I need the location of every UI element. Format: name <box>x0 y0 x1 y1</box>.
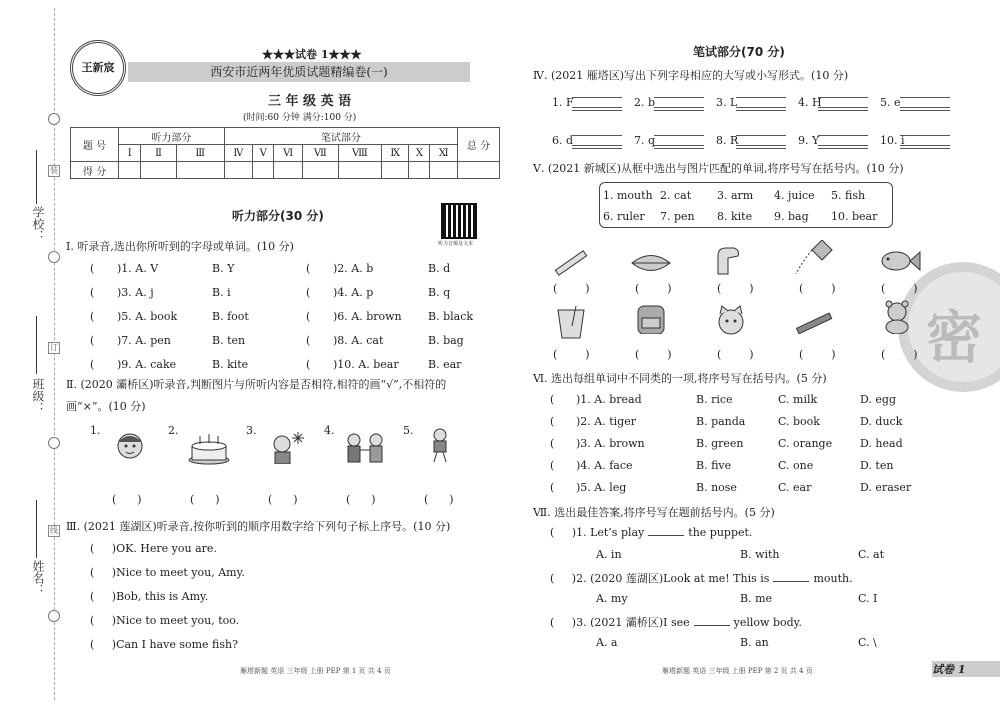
q4-letter: 1. F <box>552 96 574 109</box>
q5-title: Ⅴ. (2021 新城区)从框中选出与图片匹配的单词,将序号写在括号内。(10 分) <box>533 162 904 175</box>
q4-answer-line-top[interactable] <box>736 92 786 98</box>
q7-option-b: B. with <box>740 548 780 561</box>
q6-option: C. milk <box>778 393 818 406</box>
q4-answer-line-top[interactable] <box>818 130 868 136</box>
table-num: Ⅲ <box>176 145 224 162</box>
word-option: 2. cat <box>660 189 692 202</box>
q4-answer-line-bottom[interactable] <box>654 148 704 149</box>
table-header-written: 笔试部分 <box>224 128 457 145</box>
score-cell[interactable] <box>119 162 141 179</box>
q7-question-text: )3. (2021 灞桥区)I see <box>571 616 690 629</box>
q1-option-a: )8. A. cat <box>333 334 384 347</box>
q6-option: )5. A. leg <box>576 481 627 494</box>
subject-title: 三 年 级 英 语 <box>268 94 352 109</box>
boy-face-picture <box>108 430 154 464</box>
score-table <box>70 127 500 179</box>
class-line <box>36 316 37 374</box>
binding-mark: 装 <box>50 166 58 175</box>
q6-option: C. ear <box>778 481 812 494</box>
q4-answer-line-top[interactable] <box>572 92 622 98</box>
binding-hole <box>48 251 60 263</box>
table-header-question: 题 号 <box>71 128 119 162</box>
binding-hole <box>48 610 60 622</box>
q7-option-a: A. in <box>596 548 622 561</box>
q4-answer-line-bottom[interactable] <box>654 110 704 111</box>
q3-item: ( )Can I have some fish? <box>90 638 239 651</box>
q4-answer-line-top[interactable] <box>572 130 622 136</box>
publisher-logo <box>70 40 126 96</box>
q2-answer-paren[interactable]: ( ) <box>346 493 376 506</box>
q2-answer-paren[interactable]: ( ) <box>190 493 220 506</box>
q1-option-a: )10. A. bear <box>333 358 399 371</box>
q4-answer-line[interactable] <box>654 102 704 108</box>
corner-label: 试卷 1 <box>932 663 966 676</box>
q4-letter: 2. b <box>634 96 656 109</box>
table-num: Ⅸ <box>381 145 408 162</box>
q4-answer-line-bottom[interactable] <box>572 110 622 111</box>
q4-letter: 6. d <box>552 134 574 147</box>
q7-blank[interactable] <box>648 527 684 536</box>
q6-paren[interactable]: ( <box>550 459 572 472</box>
q1-option-b: B. black <box>428 310 474 323</box>
q4-answer-line-top[interactable] <box>900 130 950 136</box>
name-label: 姓名： <box>31 560 45 596</box>
mouth-picture <box>628 246 674 280</box>
q1-option-a: )5. A. book <box>117 310 178 323</box>
q6-option: B. green <box>696 437 744 450</box>
q1-option-a: )2. A. b <box>333 262 374 275</box>
juice-picture <box>548 306 594 340</box>
q4-answer-line-top[interactable] <box>736 130 786 136</box>
q5-answer-paren[interactable]: ( ) <box>717 348 754 361</box>
kite-picture <box>792 240 838 274</box>
q1-option-a: )7. A. pen <box>117 334 171 347</box>
q1-option-b: B. bag <box>428 334 464 347</box>
table-header-listening: 听力部分 <box>119 128 225 145</box>
score-cell[interactable] <box>141 162 176 179</box>
q3-item: ( )Nice to meet you, too. <box>90 614 240 627</box>
q1-option-a: )1. A. V <box>117 262 159 275</box>
q2-num: 3. <box>246 424 257 437</box>
binding-mark: 线 <box>50 526 58 535</box>
binding-line <box>54 8 55 700</box>
q1-paren[interactable]: ( <box>306 262 332 275</box>
q6-option: B. five <box>696 459 732 472</box>
score-cell[interactable] <box>338 162 381 179</box>
q6-option: C. book <box>778 415 820 428</box>
q7-option-b: B. an <box>740 636 769 649</box>
q1-paren[interactable]: ( <box>90 310 116 323</box>
q2-num: 1. <box>90 424 101 437</box>
q1-paren[interactable]: ( <box>306 286 332 299</box>
q3-item: ( )OK. Here you are. <box>90 542 217 555</box>
listening-section-title: 听力部分(30 分) <box>232 209 324 223</box>
q4-answer-line[interactable] <box>736 102 786 108</box>
table-num: Ⅺ <box>430 145 458 162</box>
q4-answer-line-bottom[interactable] <box>736 148 786 149</box>
q4-answer-line[interactable] <box>818 140 868 146</box>
score-cell[interactable] <box>458 162 500 179</box>
score-cell[interactable] <box>409 162 430 179</box>
q6-option: )2. A. tiger <box>576 415 636 428</box>
q3-sentence: OK. Here you are. <box>116 542 217 555</box>
q3-title: Ⅲ. (2021 莲湖区)听录音,按你听到的顺序用数字给下列句子标上序号。(10 分) <box>66 520 451 533</box>
page-footer-right: 雁塔新题 英语 三年级 上册 PEP 第 2 页 共 4 页 <box>662 667 813 675</box>
q3-item: ( )Bob, this is Amy. <box>90 590 209 603</box>
cat-picture <box>708 304 754 338</box>
q4-answer-line[interactable] <box>572 102 622 108</box>
q4-answer-line[interactable] <box>572 140 622 146</box>
q1-paren[interactable]: ( <box>90 286 116 299</box>
q6-paren[interactable]: ( <box>550 437 572 450</box>
score-cell[interactable] <box>224 162 252 179</box>
q1-option-a: )9. A. cake <box>117 358 177 371</box>
q5-answer-paren[interactable]: ( ) <box>799 282 836 295</box>
q1-paren[interactable]: ( <box>306 310 332 323</box>
q6-option: D. head <box>860 437 903 450</box>
q7-blank[interactable] <box>773 573 809 582</box>
page-footer-left: 雁塔新题 英语 三年级 上册 PEP 第 1 页 共 4 页 <box>240 667 391 675</box>
q1-paren[interactable]: ( <box>90 262 116 275</box>
q2-title-line1: Ⅱ. (2020 灞桥区)听录音,判断图片与所听内容是否相符,相符的画“√”,不相符的 <box>66 378 447 391</box>
score-cell[interactable] <box>253 162 274 179</box>
ruler-picture <box>548 246 594 280</box>
q4-answer-line-bottom[interactable] <box>900 110 950 111</box>
q6-paren[interactable]: ( <box>550 481 572 494</box>
q3-sentence: Bob, this is Amy. <box>116 590 209 603</box>
q5-answer-paren[interactable]: ( ) <box>881 282 918 295</box>
score-cell[interactable] <box>381 162 408 179</box>
q4-letter: 3. L <box>716 96 738 109</box>
q4-answer-line[interactable] <box>654 140 704 146</box>
q7-question: ( )1. Let’s play the puppet. <box>550 526 753 539</box>
child-fireworks-picture <box>264 430 310 464</box>
q4-answer-line-top[interactable] <box>900 92 950 98</box>
arm-picture <box>708 244 754 278</box>
logo-text: 王新宸 <box>81 61 115 74</box>
q6-option: D. duck <box>860 415 903 428</box>
word-option: 7. pen <box>660 210 695 223</box>
q6-paren[interactable]: ( <box>550 393 572 406</box>
score-cell[interactable] <box>274 162 303 179</box>
q4-answer-line-top[interactable] <box>654 130 704 136</box>
q1-paren[interactable]: ( <box>306 358 332 371</box>
q1-option-b: B. foot <box>212 310 249 323</box>
q1-option-b: B. q <box>428 286 451 299</box>
table-num: Ⅰ <box>119 145 141 162</box>
q1-option-b: B. kite <box>212 358 249 371</box>
word-option: 4. juice <box>774 189 815 202</box>
bear-picture <box>874 300 920 334</box>
q1-option-b: B. d <box>428 262 451 275</box>
q7-blank[interactable] <box>694 617 730 626</box>
q3-sentence: Nice to meet you, Amy. <box>116 566 245 579</box>
q1-title: Ⅰ. 听录音,选出你所听到的字母或单词。(10 分) <box>66 240 294 253</box>
binding-mark: 订 <box>50 343 58 352</box>
score-cell[interactable] <box>302 162 338 179</box>
q4-answer-line[interactable] <box>900 102 950 108</box>
q4-answer-line-top[interactable] <box>818 92 868 98</box>
school-line <box>36 150 37 204</box>
word-option: 1. mouth <box>603 189 653 202</box>
q6-option: D. ten <box>860 459 894 472</box>
binding-hole <box>48 437 60 449</box>
q2-answer-paren[interactable]: ( ) <box>112 493 142 506</box>
pen-picture <box>792 306 838 340</box>
q6-option: )1. A. bread <box>576 393 642 406</box>
q6-title: Ⅵ. 选出每组单词中不同类的一项,将序号写在括号内。(5 分) <box>533 372 827 385</box>
q1-option-b: B. Y <box>212 262 235 275</box>
q1-option-b: B. ear <box>428 358 462 371</box>
table-score-label: 得 分 <box>71 162 119 179</box>
q7-question-text: mouth. <box>813 572 853 585</box>
q4-answer-line-bottom[interactable] <box>736 110 786 111</box>
q6-option: B. rice <box>696 393 733 406</box>
qr-code-icon <box>441 203 477 239</box>
q6-option: D. eraser <box>860 481 912 494</box>
q4-letter: 7. q <box>634 134 656 147</box>
q5-answer-paren[interactable]: ( ) <box>635 348 672 361</box>
written-section-title: 笔试部分(70 分) <box>693 45 785 59</box>
q1-paren[interactable]: ( <box>90 358 116 371</box>
qr-caption: 听力音频及文本 <box>438 241 474 247</box>
q7-question: ( )2. (2020 莲湖区)Look at me! This is mouth. <box>550 572 853 585</box>
word-option: 8. kite <box>717 210 753 223</box>
seal-text: 密 <box>926 305 982 371</box>
table-num: Ⅱ <box>141 145 176 162</box>
q7-option-a: A. my <box>596 592 628 605</box>
q3-sentence: Nice to meet you, too. <box>116 614 240 627</box>
q7-option-c: C. at <box>858 548 884 561</box>
table-header-total: 总 分 <box>458 128 500 162</box>
q2-num: 2. <box>168 424 179 437</box>
two-kids-picture <box>342 430 388 464</box>
q4-answer-line-bottom[interactable] <box>572 148 622 149</box>
q6-paren[interactable]: ( <box>550 415 572 428</box>
q4-letter: 4. H <box>798 96 822 109</box>
bag-picture <box>628 300 674 334</box>
q6-option: )3. A. brown <box>576 437 645 450</box>
q4-title: Ⅳ. (2021 雁塔区)写出下列字母相应的大写或小写形式。(10 分) <box>533 69 849 82</box>
q7-option-c: C. I <box>858 592 878 605</box>
table-num: Ⅹ <box>409 145 430 162</box>
table-num: Ⅷ <box>338 145 381 162</box>
q4-letter: 5. e <box>880 96 901 109</box>
q2-answer-paren[interactable]: ( ) <box>268 493 298 506</box>
q2-answer-paren[interactable]: ( ) <box>424 493 454 506</box>
q4-answer-line-bottom[interactable] <box>818 110 868 111</box>
word-option: 5. fish <box>831 189 866 202</box>
q5-answer-paren[interactable]: ( ) <box>881 348 918 361</box>
q3-item: ( )Nice to meet you, Amy. <box>90 566 245 579</box>
q3-sentence: Can I have some fish? <box>116 638 239 651</box>
q4-letter: 9. Y <box>798 134 820 147</box>
boy-standing-picture <box>418 428 464 462</box>
q7-question-text: the puppet. <box>688 526 753 539</box>
q5-answer-paren[interactable]: ( ) <box>717 282 754 295</box>
q4-letter: 10. i <box>880 134 905 147</box>
table-num: Ⅴ <box>253 145 274 162</box>
q1-option-b: B. i <box>212 286 231 299</box>
q2-title-line2: 画“×”。(10 分) <box>66 400 146 413</box>
exam-title-banner: 西安市近两年优质试题精编卷(一) <box>128 62 470 82</box>
q4-answer-line[interactable] <box>736 140 786 146</box>
score-cell[interactable] <box>430 162 458 179</box>
q4-letter: 8. R <box>716 134 739 147</box>
word-option: 10. bear <box>831 210 878 223</box>
q4-answer-line-top[interactable] <box>654 92 704 98</box>
q7-option-c: C. \ <box>858 636 877 649</box>
score-cell[interactable] <box>176 162 224 179</box>
q1-option-a: )6. A. brown <box>333 310 402 323</box>
q7-question-text: )1. Let’s play <box>571 526 645 539</box>
q5-answer-paren[interactable]: ( ) <box>799 348 836 361</box>
q1-paren[interactable]: ( <box>306 334 332 347</box>
q6-option: B. nose <box>696 481 737 494</box>
q1-paren[interactable]: ( <box>90 334 116 347</box>
q7-question-text: )2. (2020 莲湖区)Look at me! This is <box>571 572 770 585</box>
q6-option: )4. A. face <box>576 459 633 472</box>
q2-num: 4. <box>324 424 335 437</box>
q7-title: Ⅶ. 选出最佳答案,将序号写在题前括号内。(5 分) <box>533 506 775 519</box>
word-option: 9. bag <box>774 210 809 223</box>
cake-picture <box>186 432 232 466</box>
exam-time: (时间:60 分钟 满分:100 分) <box>243 113 357 123</box>
fish-picture <box>876 244 922 278</box>
q4-answer-line[interactable] <box>900 140 950 146</box>
name-line <box>36 500 37 558</box>
q6-option: B. panda <box>696 415 746 428</box>
school-label: 学校： <box>31 206 45 242</box>
q5-answer-paren[interactable]: ( ) <box>635 282 672 295</box>
table-num: Ⅳ <box>224 145 252 162</box>
q4-answer-line-bottom[interactable] <box>900 148 950 149</box>
q7-question-text: yellow body. <box>733 616 802 629</box>
q6-option: C. one <box>778 459 814 472</box>
class-label: 班级： <box>31 378 45 414</box>
word-option: 3. arm <box>717 189 754 202</box>
q1-option-b: B. ten <box>212 334 246 347</box>
q7-question: ( )3. (2021 灞桥区)I see yellow body. <box>550 616 802 629</box>
word-option: 6. ruler <box>603 210 645 223</box>
table-num: Ⅵ <box>274 145 303 162</box>
q4-answer-line[interactable] <box>818 102 868 108</box>
binding-hole <box>48 113 60 125</box>
q4-answer-line-bottom[interactable] <box>818 148 868 149</box>
q2-num: 5. <box>403 424 414 437</box>
q1-option-a: )4. A. p <box>333 286 374 299</box>
q7-option-a: A. a <box>596 636 618 649</box>
q6-option: C. orange <box>778 437 833 450</box>
q1-option-a: )3. A. j <box>117 286 154 299</box>
series-title: ★★★试卷 1★★★ <box>262 48 362 61</box>
q5-answer-paren[interactable]: ( ) <box>553 282 590 295</box>
q5-answer-paren[interactable]: ( ) <box>553 348 590 361</box>
table-num: Ⅶ <box>302 145 338 162</box>
q7-option-b: B. me <box>740 592 773 605</box>
q6-option: D. egg <box>860 393 897 406</box>
